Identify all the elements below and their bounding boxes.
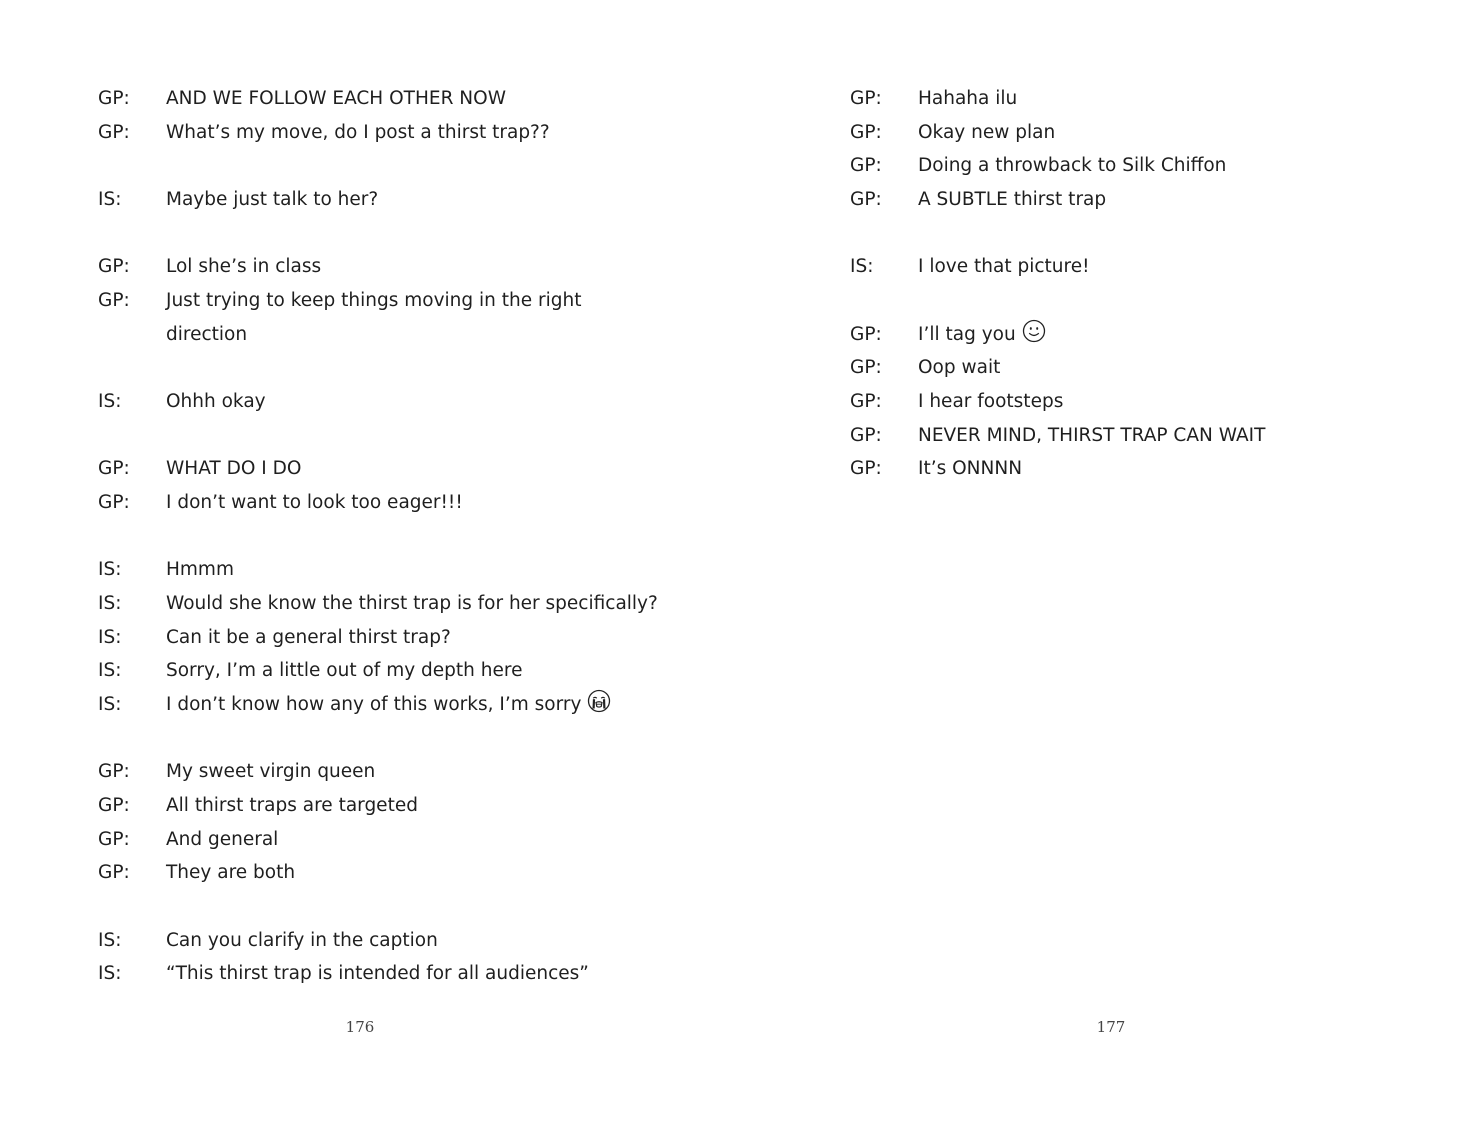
speaker-label: GP: bbox=[850, 189, 882, 210]
speaker-label: GP: bbox=[98, 122, 130, 143]
speaker-label: GP: bbox=[98, 492, 130, 513]
message-text: I don’t want to look too eager!!! bbox=[166, 492, 463, 513]
page-number: 176 bbox=[345, 1018, 375, 1036]
message-text: Sorry, I’m a little out of my depth here bbox=[166, 660, 523, 681]
message-text: All thirst traps are targeted bbox=[166, 795, 418, 816]
speaker-label: GP: bbox=[850, 391, 882, 412]
message-text: NEVER MIND, THIRST TRAP CAN WAIT bbox=[918, 425, 1266, 446]
speaker-label: IS: bbox=[98, 660, 122, 681]
speaker-label: GP: bbox=[850, 357, 882, 378]
message-text: I don’t know how any of this works, I’m sorry bbox=[166, 694, 582, 715]
message-text: My sweet virgin queen bbox=[166, 761, 376, 782]
message-text: Just trying to keep things moving in the right bbox=[166, 290, 582, 311]
speaker-label: GP: bbox=[98, 256, 130, 277]
speaker-label: GP: bbox=[850, 458, 882, 479]
speaker-label: GP: bbox=[850, 155, 882, 176]
message-text: direction bbox=[166, 324, 248, 345]
message-text: AND WE FOLLOW EACH OTHER NOW bbox=[166, 88, 506, 109]
message-text: Can you clarify in the caption bbox=[166, 930, 438, 951]
message-text: Lol she’s in class bbox=[166, 256, 322, 277]
speaker-label: GP: bbox=[850, 122, 882, 143]
message-with-emoji bbox=[166, 688, 611, 725]
message-text: A SUBTLE thirst trap bbox=[918, 189, 1107, 210]
speaker-label: GP: bbox=[850, 425, 882, 446]
speaker-label: IS: bbox=[98, 391, 122, 412]
message-text: It’s ONNNN bbox=[918, 458, 1023, 479]
message-text: What’s my move, do I post a thirst trap?? bbox=[166, 122, 550, 143]
speaker-label: IS: bbox=[98, 593, 122, 614]
message-text: WHAT DO I DO bbox=[166, 458, 302, 479]
message-text: I hear footsteps bbox=[918, 391, 1064, 412]
speaker-label: IS: bbox=[98, 189, 122, 210]
speaker-label: IS: bbox=[98, 930, 122, 951]
message-text: Okay new plan bbox=[918, 122, 1056, 143]
message-text: I’ll tag you bbox=[918, 324, 1016, 345]
speaker-label: IS: bbox=[98, 627, 122, 648]
message-text: Ohhh okay bbox=[166, 391, 266, 412]
speaker-label: GP: bbox=[98, 795, 130, 816]
message-text: Would she know the thirst trap is for her specifically? bbox=[166, 593, 658, 614]
loudly-crying-face-icon bbox=[587, 689, 611, 725]
speaker-label: GP: bbox=[98, 829, 130, 850]
message-text: Hmmm bbox=[166, 559, 234, 580]
message-text: Oop wait bbox=[918, 357, 1001, 378]
message-with-emoji bbox=[918, 318, 1046, 355]
speaker-label: IS: bbox=[98, 963, 122, 984]
speaker-label: IS: bbox=[850, 256, 874, 277]
speaker-label: GP: bbox=[98, 458, 130, 479]
message-text: And general bbox=[166, 829, 279, 850]
speaker-label: GP: bbox=[850, 324, 882, 345]
smiling-face-icon bbox=[1022, 319, 1046, 355]
speaker-label: IS: bbox=[98, 559, 122, 580]
message-text: Doing a throwback to Silk Chiffon bbox=[918, 155, 1227, 176]
message-text: They are both bbox=[166, 862, 296, 883]
page-number: 177 bbox=[1096, 1018, 1126, 1036]
message-text: I love that picture! bbox=[918, 256, 1090, 277]
speaker-label: GP: bbox=[98, 862, 130, 883]
message-text: Hahaha ilu bbox=[918, 88, 1018, 109]
speaker-label: GP: bbox=[98, 761, 130, 782]
speaker-label: GP: bbox=[98, 88, 130, 109]
message-text: Can it be a general thirst trap? bbox=[166, 627, 451, 648]
speaker-label: IS: bbox=[98, 694, 122, 715]
right-page bbox=[735, 0, 1470, 1129]
message-text: Maybe just talk to her? bbox=[166, 189, 379, 210]
message-text: “This thirst trap is intended for all audiences” bbox=[166, 963, 589, 984]
speaker-label: GP: bbox=[850, 88, 882, 109]
speaker-label: GP: bbox=[98, 290, 130, 311]
